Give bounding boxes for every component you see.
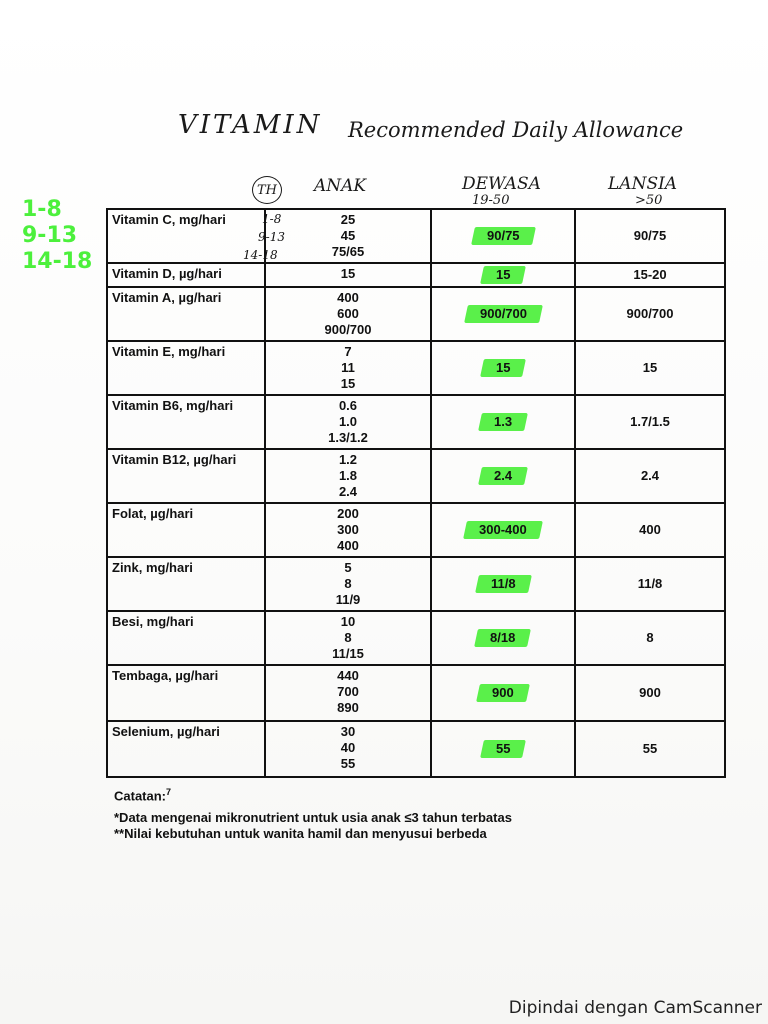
table-row (107, 209, 725, 263)
dewasa-cell (431, 721, 575, 777)
notes (114, 784, 512, 842)
table-row (107, 449, 725, 503)
anak-value: 5 (344, 560, 352, 575)
dewasa-cell (431, 263, 575, 287)
table-row (107, 287, 725, 341)
green-margin-marks (22, 198, 108, 280)
anak-value: 1.2 (338, 452, 358, 467)
anak-value: 900/700 (324, 322, 372, 337)
dewasa-cell (431, 449, 575, 503)
green-highlight (478, 413, 528, 431)
dewasa-value: 90/75 (486, 228, 520, 243)
notes-line-2: **Nilai kebutuhan untuk wanita hamil dan menyusui berbeda (114, 826, 487, 842)
handwritten-subtitle: Recommended Daily Allowance (348, 118, 684, 142)
lansia-value: 90/75 (575, 209, 725, 263)
dewasa-value: 2.4 (493, 468, 513, 483)
dewasa-cell (431, 665, 575, 721)
nutrient-name: Vitamin D, µg/hari (107, 263, 265, 287)
anak-values (265, 611, 431, 665)
camscanner-footer: Dipindai dengan CamScanner (508, 998, 762, 1018)
dewasa-value: 1.3 (493, 414, 513, 429)
anak-value: 55 (340, 756, 356, 771)
anak-value: 25 (340, 212, 356, 227)
anak-value: 11/15 (332, 646, 364, 661)
green-highlight (478, 467, 528, 485)
green-margin-range-1: 1-8 (22, 197, 62, 222)
nutrient-name: Zink, mg/hari (107, 557, 265, 611)
anak-value: 400 (337, 290, 359, 305)
handwritten-dewasa-header: DEWASA (462, 174, 541, 194)
green-margin-range-2: 9-13 (22, 223, 78, 248)
green-highlight (480, 266, 526, 284)
handwritten-title: VITAMIN (178, 110, 323, 140)
nutrient-name: Vitamin B12, µg/hari (107, 449, 265, 503)
anak-values (265, 503, 431, 557)
anak-value: 15 (340, 266, 356, 281)
handwritten-lansia-header: LANSIA (608, 174, 678, 194)
dewasa-value: 15 (495, 360, 511, 375)
rda-table (106, 208, 726, 778)
handwritten-lansia-range: >50 (635, 193, 663, 208)
lansia-value: 400 (575, 503, 725, 557)
dewasa-value: 900 (492, 685, 514, 700)
dewasa-cell (431, 395, 575, 449)
anak-values (265, 449, 431, 503)
anak-values (265, 721, 431, 777)
lansia-value: 2.4 (575, 449, 725, 503)
nutrient-name: Tembaga, µg/hari (107, 665, 265, 721)
table-row (107, 341, 725, 395)
green-highlight (476, 684, 530, 702)
anak-values (265, 395, 431, 449)
dewasa-cell (431, 611, 575, 665)
anak-value: 1.8 (338, 468, 358, 483)
anak-value: 7 (344, 344, 352, 359)
lansia-value: 1.7/1.5 (575, 395, 725, 449)
anak-value: 2.4 (338, 484, 358, 499)
green-highlight (474, 629, 531, 647)
table-row (107, 557, 725, 611)
table-row (107, 611, 725, 665)
dewasa-cell (431, 557, 575, 611)
anak-value: 700 (337, 684, 359, 699)
nutrient-name: Vitamin A, µg/hari (107, 287, 265, 341)
anak-value: 40 (340, 740, 356, 755)
handwritten-dewasa-range: 19-50 (472, 193, 510, 208)
age-range-1: 1-8 (262, 212, 282, 226)
anak-value: 8 (344, 576, 352, 591)
nutrient-name: Vitamin E, mg/hari (107, 341, 265, 395)
table-row (107, 263, 725, 287)
anak-value: 75/65 (331, 244, 365, 259)
anak-values (265, 557, 431, 611)
age-range-3: 14-18 (243, 248, 278, 262)
dewasa-value: 300-400 (479, 522, 527, 537)
nutrient-name: Selenium, µg/hari (107, 721, 265, 777)
anak-value: 10 (340, 614, 356, 629)
lansia-value: 900/700 (575, 287, 725, 341)
table-row (107, 503, 725, 557)
nutrient-name: Vitamin C, mg/hari (107, 209, 265, 263)
anak-values (265, 263, 431, 287)
handwritten-anak-header: ANAK (314, 176, 367, 196)
green-highlight (480, 359, 526, 377)
anak-value: 600 (337, 306, 359, 321)
dewasa-cell (431, 341, 575, 395)
age-range-2: 9-13 (258, 230, 285, 244)
handwritten-th-circle: TH (252, 176, 282, 204)
dewasa-cell (431, 503, 575, 557)
green-margin-range-3: 14-18 (22, 249, 93, 274)
anak-value: 1.0 (338, 414, 358, 429)
dewasa-cell (431, 209, 575, 263)
table-row (107, 665, 725, 721)
anak-value: 440 (337, 668, 359, 683)
lansia-value: 15-20 (575, 263, 725, 287)
anak-value: 890 (337, 700, 359, 715)
dewasa-value: 55 (495, 741, 511, 756)
dewasa-value: 15 (495, 267, 511, 282)
notes-heading: Catatan: (114, 788, 167, 804)
green-highlight (475, 575, 531, 593)
nutrient-name: Folat, µg/hari (107, 503, 265, 557)
anak-value: 1.3/1.2 (328, 430, 368, 445)
nutrient-name: Besi, mg/hari (107, 611, 265, 665)
table-row (107, 721, 725, 777)
lansia-value: 55 (575, 721, 725, 777)
anak-value: 15 (340, 376, 356, 391)
anak-values (265, 341, 431, 395)
anak-values (265, 665, 431, 721)
anak-value: 30 (340, 724, 356, 739)
green-highlight (480, 740, 526, 758)
green-highlight (471, 227, 535, 245)
dewasa-value: 900/700 (479, 306, 527, 321)
table-row (107, 395, 725, 449)
green-highlight (463, 521, 543, 539)
lansia-value: 900 (575, 665, 725, 721)
anak-value: 11 (341, 360, 355, 375)
dewasa-cell (431, 287, 575, 341)
anak-value: 8 (344, 630, 352, 645)
dewasa-value: 11/8 (490, 576, 516, 591)
lansia-value: 8 (575, 611, 725, 665)
anak-values (265, 287, 431, 341)
notes-heading-sup: 7 (166, 787, 172, 797)
nutrient-name: Vitamin B6, mg/hari (107, 395, 265, 449)
anak-value: 0.6 (338, 398, 358, 413)
anak-values (265, 209, 431, 263)
lansia-value: 11/8 (575, 557, 725, 611)
anak-value: 11/9 (335, 592, 361, 607)
dewasa-value: 8/18 (490, 630, 516, 645)
green-highlight (464, 305, 543, 323)
anak-value: 200 (337, 506, 359, 521)
anak-value: 400 (337, 538, 359, 553)
anak-value: 300 (337, 522, 359, 537)
anak-value: 45 (340, 228, 356, 243)
notes-line-1: *Data mengenai mikronutrient untuk usia anak ≤3 tahun terbatas (114, 810, 512, 826)
lansia-value: 15 (575, 341, 725, 395)
